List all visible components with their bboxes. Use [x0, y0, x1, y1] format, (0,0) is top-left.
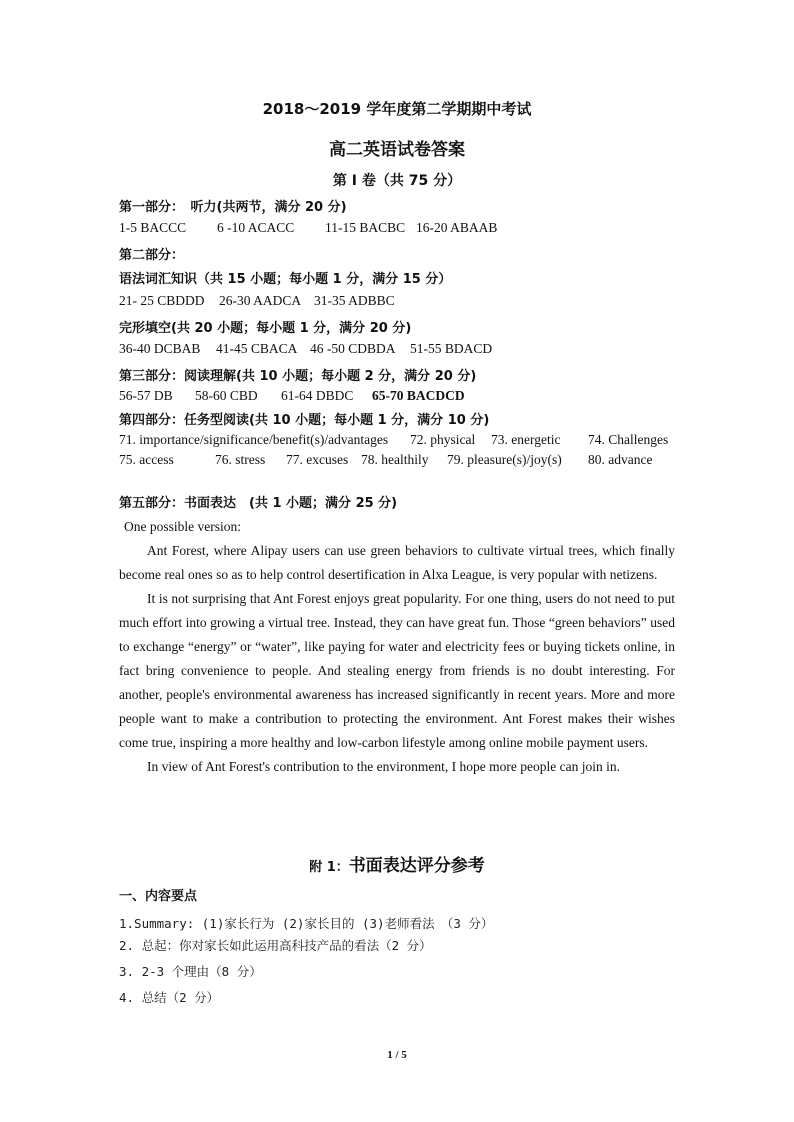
content-points-heading: 一、内容要点	[119, 889, 198, 904]
essay-paragraph: Ant Forest, where Alipay users can use green behaviors to cultivate virtual trees, which finally become real ones so as to help control desertification in Alxa League, is very popular with netizens.	[119, 543, 675, 582]
part4-heading: 第四部分：任务型阅读(共 10 小题；每小题 1 分，满分 10 分)	[119, 413, 490, 428]
answer-group: 58-60 CBD	[195, 388, 258, 403]
answer-group: 56-57 DB	[119, 388, 173, 403]
appendix-title-text: 书面表达评分参考	[348, 856, 485, 876]
paper-title: 高二英语试卷答案	[329, 140, 465, 160]
answer-group: 51-55 BDACD	[410, 341, 493, 356]
part1-heading: 第一部分： 听力(共两节，满分 20 分)	[119, 200, 347, 215]
answer-group: 1-5 BACCC	[119, 220, 187, 235]
answer-word: 74. Challenges	[588, 432, 669, 447]
answer-word: 78. healthily	[361, 452, 429, 467]
answer-group: 11-15 BACBC	[325, 220, 406, 235]
model-essay	[119, 539, 675, 779]
appendix-prefix: 附 1：	[309, 860, 349, 875]
answer-word: 77. excuses	[286, 452, 349, 467]
grammar-heading: 语法词汇知识（共 15 小题；每小题 1 分，满分 15 分）	[119, 272, 452, 287]
answer-group: 41-45 CBACA	[216, 341, 298, 356]
cloze-heading: 完形填空(共 20 小题；每小题 1 分，满分 20 分)	[119, 321, 412, 336]
volume-title: 第 I 卷（共 75 分）	[332, 173, 462, 189]
content-point: 1.Summary: (1)家长行为 (2)家长目的 (3)老师看法 （3 分）	[119, 916, 494, 931]
answer-group: 36-40 DCBAB	[119, 341, 201, 356]
answer-word: 79. pleasure(s)/joy(s)	[447, 452, 562, 467]
answer-word: 76. stress	[215, 452, 266, 467]
content-point: 3. 2-3 个理由（8 分）	[119, 964, 262, 979]
answer-group: 46 -50 CDBDA	[310, 341, 396, 356]
part2-heading: 第二部分：	[119, 248, 185, 263]
essay-paragraph: It is not surprising that Ant Forest enjoys great popularity. For one thing, users do not need to put much effort into growing a virtual tree. Instead, they can have great fun. Those “green behaviors” used to exchange “energy” or “water”, like paying for water and electricity fees or buying tickets online, in fact bring convenience to people. And stealing energy from friends is no doubt interesting. For another, people's environmental awareness has increased significantly in recent years. More and more people want to make a contribution to protecting the environment. Ant Forest makes their wishes come true, inspiring a more healthy and low-carbon lifestyle among online mobile payment users.	[119, 591, 675, 750]
appendix-title	[0, 851, 794, 876]
version-label: One possible version:	[124, 519, 241, 534]
answer-group: 21- 25 CBDDD	[119, 293, 205, 308]
part5-heading: 第五部分：书面表达 (共 1 小题；满分 25 分)	[119, 496, 398, 511]
answer-word: 72. physical	[410, 432, 476, 447]
answer-group: 16-20 ABAAB	[416, 220, 498, 235]
content-point: 2. 总起：你对家长如此运用高科技产品的看法（2 分）	[119, 938, 432, 953]
answer-word: 80. advance	[588, 452, 653, 467]
content-point: 4. 总结（2 分）	[119, 990, 220, 1005]
answer-group: 65-70 BACDCD	[372, 388, 465, 403]
answer-word: 71. importance/significance/benefit(s)/advantages	[119, 432, 389, 447]
answer-group: 31-35 ADBBC	[314, 293, 395, 308]
page-number: 1 / 5	[387, 1049, 407, 1061]
essay-paragraph: In view of Ant Forest's contribution to the environment, I hope more people can join in.	[147, 759, 620, 774]
answer-word: 73. energetic	[491, 432, 561, 447]
answer-group: 6 -10 ACACC	[217, 220, 295, 235]
exam-title: 2018～2019 学年度第二学期期中考试	[262, 100, 532, 118]
part3-heading: 第三部分：阅读理解(共 10 小题；每小题 2 分，满分 20 分)	[119, 369, 477, 384]
answer-group: 26-30 AADCA	[219, 293, 302, 308]
answer-word: 75. access	[119, 452, 174, 467]
answer-group: 61-64 DBDC	[281, 388, 354, 403]
